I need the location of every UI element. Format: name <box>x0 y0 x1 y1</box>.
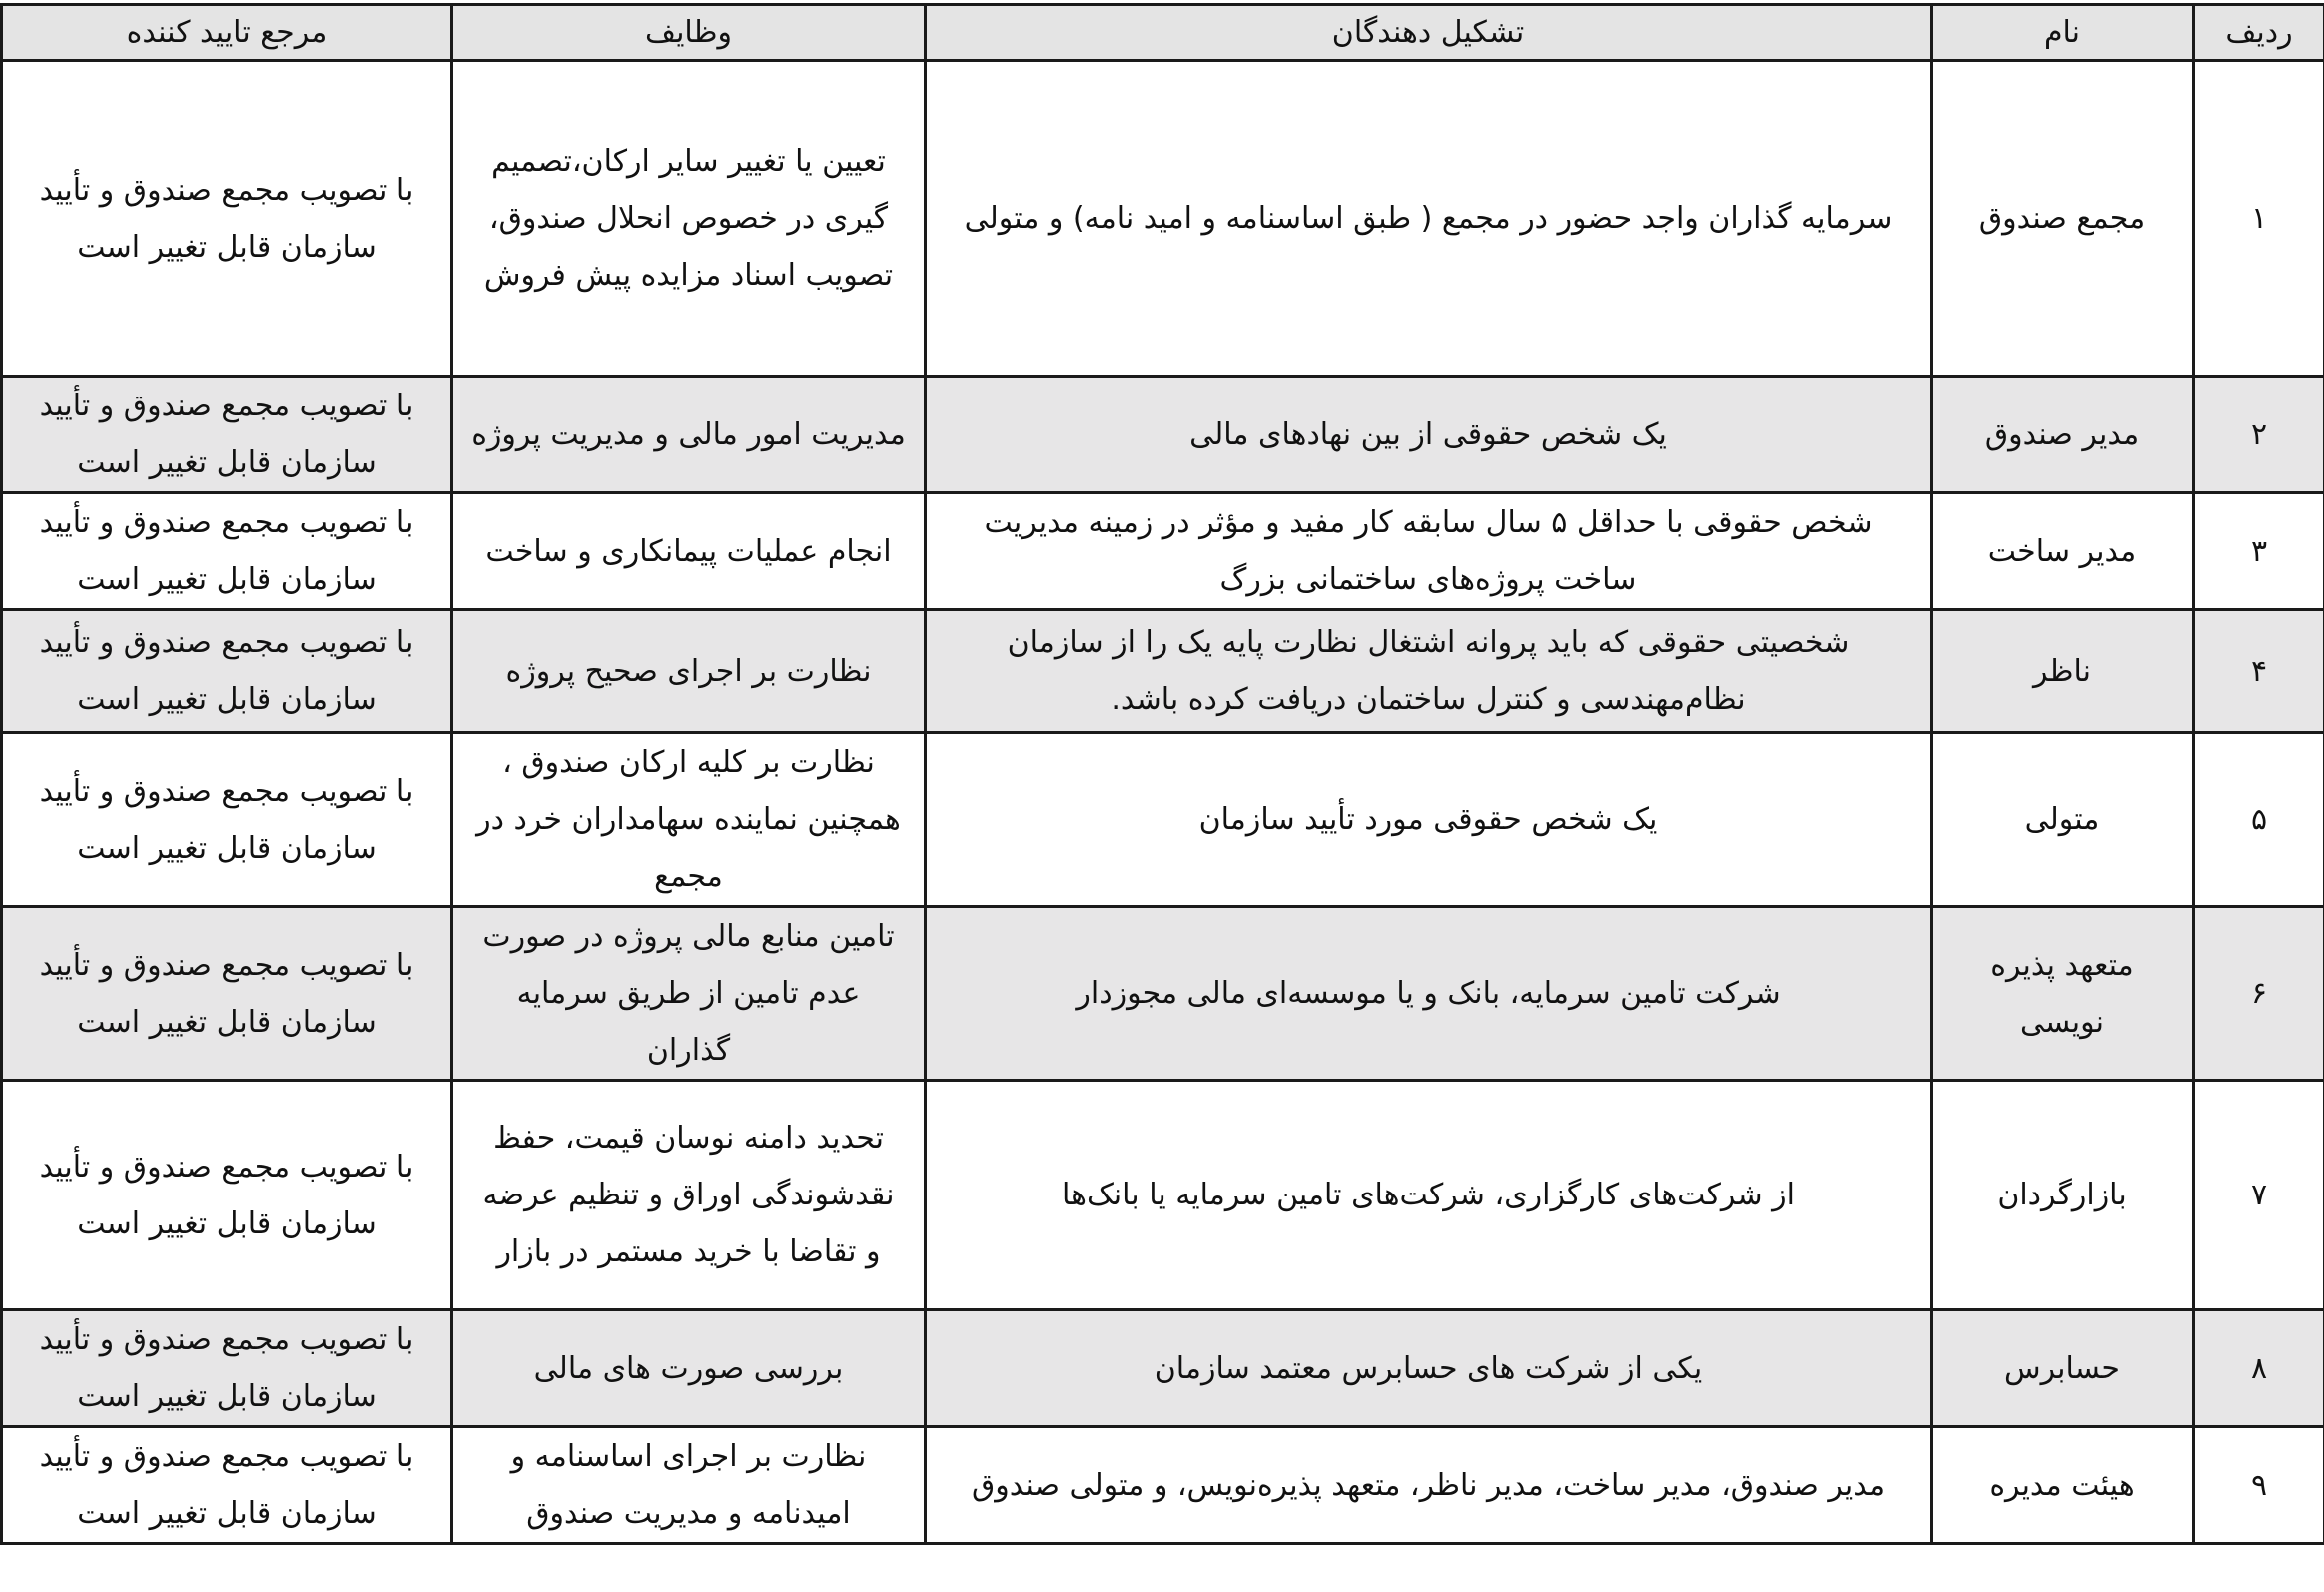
cell-row-number: ۵ <box>2194 733 2324 907</box>
table-row <box>2 61 2324 377</box>
cell-composition: شخصیتی حقوقی که باید پروانه اشتغال نظارت پایه یک را از سازمان نظام‌مهندسی و کنترل ساختمان دریافت کرده باشد. <box>926 610 1932 733</box>
cell-composition: یکی از شرکت های حسابرس معتمد سازمان <box>926 1310 1932 1427</box>
cell-name: حسابرس <box>1932 1310 2194 1427</box>
cell-approver: با تصویب مجمع صندوق و تأیید سازمان قابل تغییر است <box>2 493 452 610</box>
table-row <box>2 1427 2324 1544</box>
header-row-number: ردیف <box>2194 5 2324 61</box>
cell-row-number: ۳ <box>2194 493 2324 610</box>
table-row <box>2 907 2324 1081</box>
cell-composition: سرمایه گذاران واجد حضور در مجمع ( طبق اساسنامه و امید نامه) و متولی <box>926 61 1932 377</box>
cell-row-number: ۴ <box>2194 610 2324 733</box>
header-approver: مرجع تایید کننده <box>2 5 452 61</box>
cell-row-number: ۱ <box>2194 61 2324 377</box>
cell-composition: شرکت تامین سرمایه، بانک و یا موسسه‌ای مالی مجوزدار <box>926 907 1932 1081</box>
fund-pillars-table <box>0 3 2324 1545</box>
table-row <box>2 1310 2324 1427</box>
cell-name: بازارگردان <box>1932 1081 2194 1310</box>
cell-name: ناظر <box>1932 610 2194 733</box>
table-row <box>2 493 2324 610</box>
cell-duties: انجام عملیات پیمانکاری و ساخت <box>452 493 926 610</box>
cell-row-number: ۲ <box>2194 377 2324 493</box>
cell-duties: تحدید دامنه نوسان قیمت، حفظ نقدشوندگی اوراق و تنظیم عرضه و تقاضا با خرید مستمر در بازار <box>452 1081 926 1310</box>
cell-composition: شخص حقوقی با حداقل ۵ سال سابقه کار مفید و مؤثر در زمینه مدیریت ساخت پروژه‌های ساختمانی بزرگ <box>926 493 1932 610</box>
cell-approver: با تصویب مجمع صندوق و تأیید سازمان قابل تغییر است <box>2 1081 452 1310</box>
cell-composition: یک شخص حقوقی مورد تأیید سازمان <box>926 733 1932 907</box>
cell-approver: با تصویب مجمع صندوق و تأیید سازمان قابل تغییر است <box>2 377 452 493</box>
cell-duties: نظارت بر کلیه ارکان صندوق ، همچنین نماینده سهامداران خرد در مجمع <box>452 733 926 907</box>
cell-row-number: ۸ <box>2194 1310 2324 1427</box>
cell-row-number: ۶ <box>2194 907 2324 1081</box>
cell-duties: تامین منابع مالی پروژه در صورت عدم تامین از طریق سرمایه گذاران <box>452 907 926 1081</box>
cell-name: متولی <box>1932 733 2194 907</box>
cell-row-number: ۹ <box>2194 1427 2324 1544</box>
header-row <box>2 5 2324 61</box>
cell-duties: نظارت بر اجرای صحیح پروژه <box>452 610 926 733</box>
table-row <box>2 733 2324 907</box>
table-row <box>2 610 2324 733</box>
cell-duties: بررسی صورت های مالی <box>452 1310 926 1427</box>
cell-name: مدیر ساخت <box>1932 493 2194 610</box>
cell-composition: یک شخص حقوقی از بین نهادهای مالی <box>926 377 1932 493</box>
cell-approver: با تصویب مجمع صندوق و تأیید سازمان قابل تغییر است <box>2 1427 452 1544</box>
cell-name: مدیر صندوق <box>1932 377 2194 493</box>
cell-approver: با تصویب مجمع صندوق و تأیید سازمان قابل تغییر است <box>2 907 452 1081</box>
cell-row-number: ۷ <box>2194 1081 2324 1310</box>
cell-name: مجمع صندوق <box>1932 61 2194 377</box>
cell-name: متعهد پذیره نویسی <box>1932 907 2194 1081</box>
table-row <box>2 377 2324 493</box>
cell-approver: با تصویب مجمع صندوق و تأیید سازمان قابل تغییر است <box>2 1310 452 1427</box>
cell-approver: با تصویب مجمع صندوق و تأیید سازمان قابل تغییر است <box>2 610 452 733</box>
cell-duties: تعیین یا تغییر سایر ارکان،تصمیم گیری در خصوص انحلال صندوق، تصویب اسناد مزایده پیش فروش <box>452 61 926 377</box>
cell-approver: با تصویب مجمع صندوق و تأیید سازمان قابل تغییر است <box>2 733 452 907</box>
cell-duties: مدیریت امور مالی و مدیریت پروژه <box>452 377 926 493</box>
header-duties: وظایف <box>452 5 926 61</box>
cell-duties: نظارت بر اجرای اساسنامه و امیدنامه و مدیریت صندوق <box>452 1427 926 1544</box>
header-composition: تشکیل دهندگان <box>926 5 1932 61</box>
cell-name: هیئت مدیره <box>1932 1427 2194 1544</box>
cell-composition: مدیر صندوق، مدیر ساخت، مدیر ناظر، متعهد پذیره‌نویس، و متولی صندوق <box>926 1427 1932 1544</box>
table-row <box>2 1081 2324 1310</box>
cell-approver: با تصویب مجمع صندوق و تأیید سازمان قابل تغییر است <box>2 61 452 377</box>
header-name: نام <box>1932 5 2194 61</box>
cell-composition: از شرکت‌های کارگزاری، شرکت‌های تامین سرمایه یا بانک‌ها <box>926 1081 1932 1310</box>
